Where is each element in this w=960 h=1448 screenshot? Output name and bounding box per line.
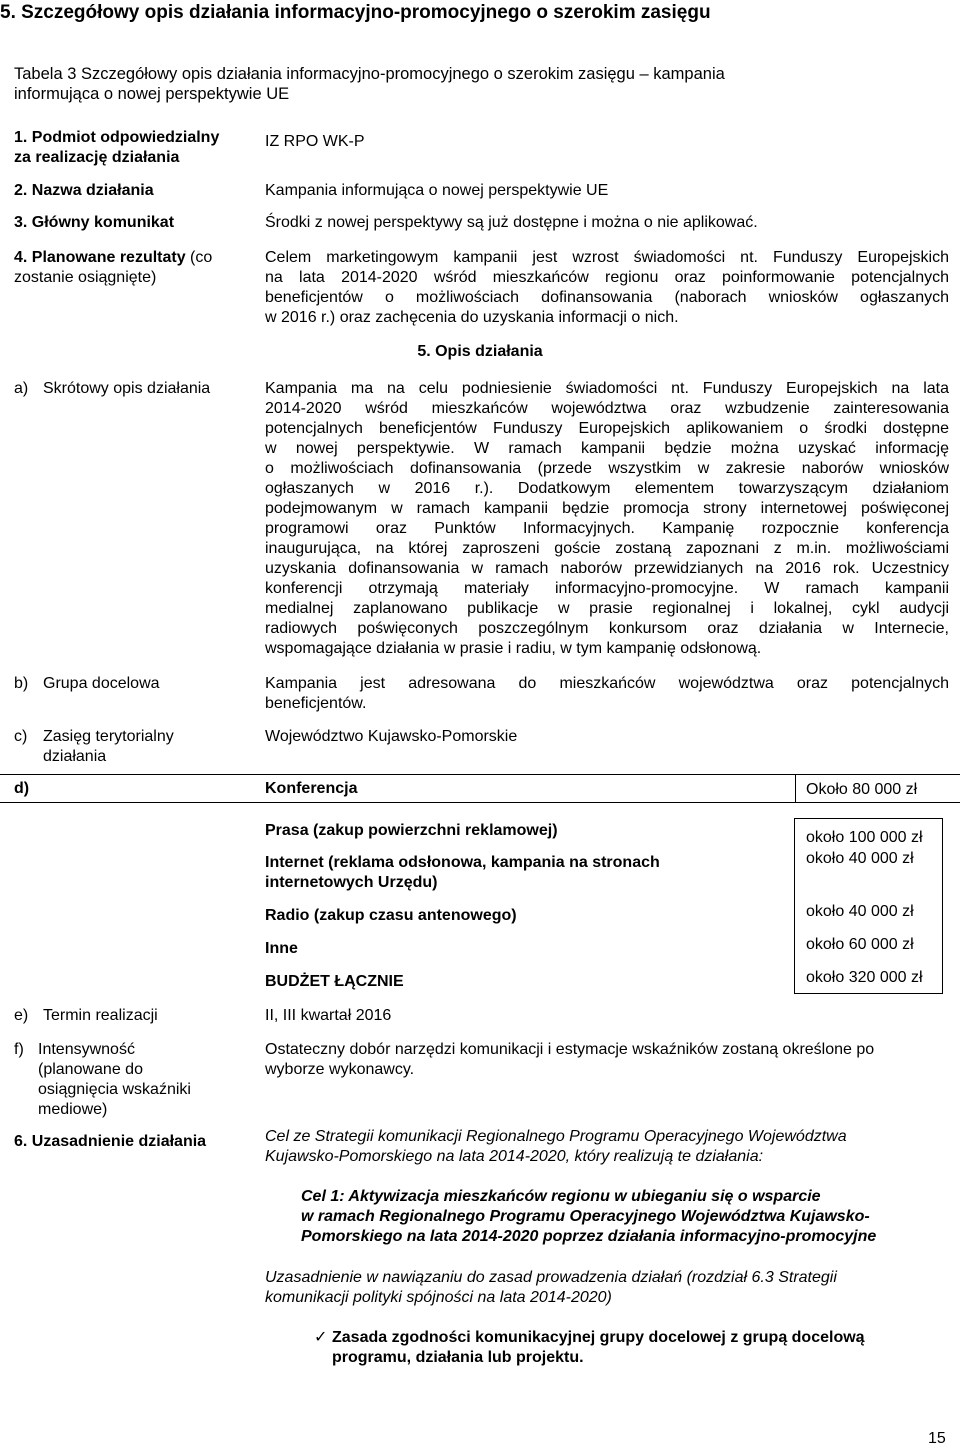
a-line: Kampania ma na celu podniesienie świadomości nt. Funduszy Europejskich na lata	[265, 380, 949, 397]
e-marker: e)	[14, 1007, 29, 1024]
a-line: uzyskania dofinansowania w ramach naborów przewidzianych na 2016 rok. Uczestnicy	[265, 560, 949, 577]
table-caption-line1: Tabela 3 Szczegółowy opis działania informacyjno-promocyjnego o szerokim zasięgu – kampania	[14, 65, 725, 83]
c-value: Województwo Kujawsko-Pomorskie	[265, 728, 518, 745]
b-label: Grupa docelowa	[43, 675, 160, 692]
row4-line: beneficjentów o możliwościach dofinansowania (naborach wniosków ogłaszanych	[265, 289, 949, 306]
d-marker: d)	[14, 780, 30, 797]
row2-label: 2. Nazwa działania	[14, 182, 154, 199]
d-item-amount: około 100 000 zł	[806, 829, 923, 846]
d-item-amount: około 40 000 zł	[806, 903, 914, 920]
row4-label-line2: zostanie osiągnięte)	[14, 269, 157, 286]
f-label-line: mediowe)	[38, 1101, 108, 1118]
six-cel-line2: Kujawsko-Pomorskiego na lata 2014-2020, który realizują te działania:	[265, 1148, 764, 1165]
a-line: 2014-2020 wśród mieszkańców województwa oraz wzbudzenie zainteresowania	[265, 400, 949, 417]
f-line1: Ostateczny dobór narzędzi komunikacji i estymacje wskaźników zostaną określone po	[265, 1041, 875, 1058]
d-item-name: Konferencja	[265, 780, 358, 797]
c-label-line1: Zasięg terytorialny	[43, 728, 174, 745]
d-item-name: Internet (reklama odsłonowa, kampania na stronach	[265, 854, 660, 871]
a-line: w nowej perspektywie. W ramach kampanii będzie można uzyskać informację	[265, 440, 949, 457]
d-item-name: internetowych Urzędu)	[265, 874, 438, 891]
six-check-line1: Zasada zgodności komunikacyjnej grupy docelowej z grupą docelową	[332, 1329, 865, 1346]
f-label-line: osiągnięcia wskaźniki	[38, 1081, 191, 1098]
b-line2: beneficjentów.	[265, 695, 367, 712]
six-label: 6. Uzasadnienie działania	[14, 1133, 207, 1150]
a-line: o możliwościach dofinansowania (przede wszystkim w zakresie naborów wniosków	[265, 460, 949, 477]
check-icon: ✓	[314, 1329, 328, 1346]
a-line: konferencji otrzymają materiały informacyjno-promocyjne. W ramach kampanii	[265, 580, 949, 597]
row4-label-bold: 4. Planowane rezultaty	[14, 249, 186, 266]
d-item-name: BUDŻET ŁĄCZNIE	[265, 973, 404, 990]
row4-text	[265, 248, 949, 328]
b-marker: b)	[14, 675, 29, 692]
c-marker: c)	[14, 728, 28, 745]
d-item-name: Inne	[265, 940, 298, 957]
row4-line: Celem marketingowym kampanii jest wzrost świadomości nt. Funduszy Europejskich	[265, 249, 949, 266]
d-rule-top	[0, 774, 960, 775]
a-label: Skrótowy opis działania	[43, 380, 211, 397]
d-item-amount: około 320 000 zł	[806, 969, 923, 986]
row4-line: w 2016 r.) oraz zachęcenia do uzyskania informacji o nich.	[265, 309, 679, 326]
six-check-line2: programu, działania lub projektu.	[332, 1349, 584, 1366]
section-title: 5. Szczegółowy opis działania informacyjno-promocyjnego o szerokim zasięgu	[0, 2, 711, 23]
six-uz-line2: komunikacji polityki spójności na lata 2014-2020)	[265, 1289, 612, 1306]
d-rule-bottom	[0, 802, 960, 803]
b-line1: Kampania jest adresowana do mieszkańców województwa oraz potencjalnych	[265, 675, 949, 692]
a-line: inaugurująca, na której zaproszeni goście zostaną zapoznani z m.in. możliwościami	[265, 540, 949, 557]
a-text	[265, 379, 949, 659]
table-caption-line2: informująca o nowej perspektywie UE	[14, 85, 290, 103]
d-item-name: Prasa (zakup powierzchni reklamowej)	[265, 822, 558, 839]
d-item-amount: około 40 000 zł	[806, 850, 914, 867]
six-goal-line: Pomorskiego na lata 2014-2020 poprzez działania informacyjno-promocyjne	[301, 1228, 877, 1245]
row1-label-line2: za realizację działania	[14, 149, 180, 166]
f-label-line: Intensywność	[38, 1041, 135, 1058]
six-goal-line: w ramach Regionalnego Programu Operacyjnego Województwa Kujawsko-	[301, 1208, 870, 1225]
a-line: radiowych poświęconych poszczególnym konkursom oraz działania w Internecie,	[265, 620, 949, 637]
row1-label-line1: 1. Podmiot odpowiedzialny	[14, 129, 220, 146]
six-uz-line1: Uzasadnienie w nawiązaniu do zasad prowadzenia działań (rozdział 6.3 Strategii	[265, 1269, 837, 1286]
six-cel-line1: Cel ze Strategii komunikacji Regionalnego Programu Operacyjnego Województwa	[265, 1128, 847, 1145]
e-value: II, III kwartał 2016	[265, 1007, 392, 1024]
f-label-line: (planowane do	[38, 1061, 143, 1078]
d-rule-divider	[795, 774, 796, 802]
page-number: 15	[928, 1430, 946, 1447]
six-goal-line: Cel 1: Aktywizacja mieszkańców regionu w ubieganiu się o wsparcie	[301, 1188, 821, 1205]
a-line: ogłaszanych w 2016 r.). Dodatkowym elementem towarzyszącym działaniom	[265, 480, 949, 497]
d-item-name: Radio (zakup czasu antenowego)	[265, 907, 517, 924]
e-label: Termin realizacji	[43, 1007, 158, 1024]
a-line: podejmowanym w ramach kampanii będzie promocja strony internetowej poświęconej	[265, 500, 949, 517]
c-label-line2: działania	[43, 748, 107, 765]
row1-value: IZ RPO WK-P	[265, 133, 365, 150]
row3-label: 3. Główny komunikat	[14, 214, 175, 231]
row4-line: na lata 2014-2020 wśród mieszkańców regionu oraz poinformowanie potencjalnych	[265, 269, 949, 286]
d-item-amount: około 60 000 zł	[806, 936, 914, 953]
a-line: programowi oraz Punktów Informacyjnych. Kampanię rozpocznie konferencja	[265, 520, 949, 537]
row4-label-rest: (co	[185, 249, 213, 266]
a-marker: a)	[14, 380, 29, 397]
row4-label-line1	[14, 248, 212, 268]
f-marker: f)	[14, 1041, 24, 1058]
row3-value: Środki z nowej perspektywy są już dostępne i można o nie aplikować.	[265, 214, 758, 231]
row2-value: Kampania informująca o nowej perspektywie UE	[265, 182, 609, 199]
opis-heading: 5. Opis działania	[417, 343, 543, 360]
d-item-amount: Około 80 000 zł	[806, 781, 918, 798]
d-amounts-box	[794, 818, 943, 994]
a-line: wspomagające działania w prasie i radiu, w tym kampanię odsłonową.	[265, 640, 762, 657]
a-line: potencjalnych beneficjentów Funduszy Europejskich aplikowaniem o środki dostępne	[265, 420, 949, 437]
a-line: medialnej zaplanowano publikacje w prasie regionalnej i lokalnej, cykl audycji	[265, 600, 949, 617]
f-line2: wyborze wykonawcy.	[265, 1061, 415, 1078]
